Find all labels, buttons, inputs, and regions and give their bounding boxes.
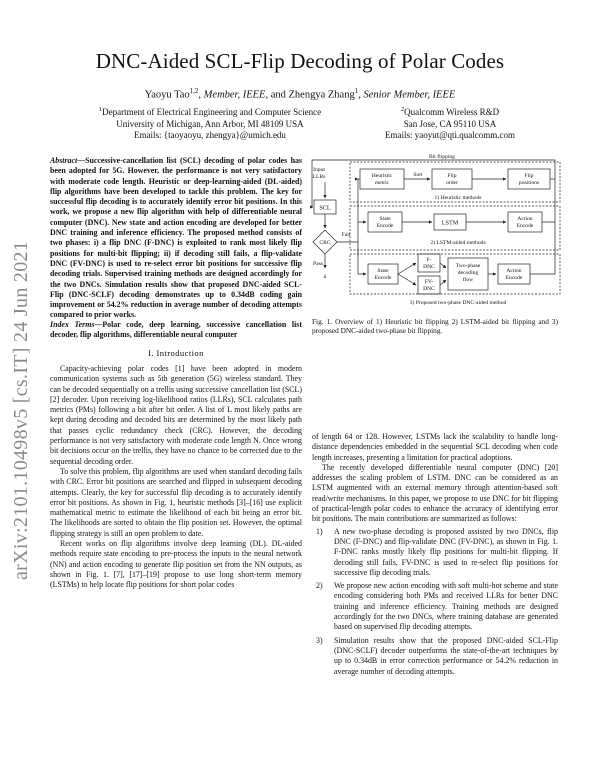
contribution-number: 1) <box>316 526 323 536</box>
contribution-item <box>312 581 558 632</box>
intro-paragraph-2: To solve this problem, flip algorithms are used when standard decoding fails with CRC. Error bit positions are searched and flipped in subsequent decoding attempts. Clearly, the key for successful flip decoding is to accurately identify error bit positions. As shown in Fig. 1, heuristic methods [3]–[16] use explicit mathematical metric to estimate the likelihood of each bit being an error bit. The likelihoods are sorted to obtain the flip position set. However, the optimal flipping strategy is still an open problem to date. <box>50 466 302 538</box>
contribution-text: We propose new action encoding with soft multi-hot scheme and state encoding considering both PMs and received LLRs for better DNC training and inference efficiency. Training methods are designed accordingly for the two DNCs, where training database are generated based on supervised flip decoding attempts. <box>334 581 558 632</box>
fig-fv-dnc-1: FV- <box>424 279 434 285</box>
fig-pass: Pass <box>313 261 323 267</box>
fig-action-1: Action <box>517 216 533 222</box>
fig-scl: SCL <box>319 204 331 212</box>
intro-paragraph-1: Capacity-achieving polar codes [1] have been adopted in modern communication systems such as 5th generation (5G) wireless standard. They can be decoded sequentially on a trellis using successive cancellation list (SCL) [2] decoder. Upon receiving log-likelihood ratios (LLRs), SCL calculates path metrics (PMs) following a bit after bit order. A list of L most likely paths are kept during decoding and decoded bits are determined by the most likely path that passes cyclic redundancy check (CRC). However, the decoding performance is not very satisfactory with moderate code length N. Once wrong bit decisions occur on the trellis, they have no chance to be corrected due to the sequential decoding order. <box>50 364 302 466</box>
fig-lstm-methods: 2) LSTM-aided methods <box>430 240 486 246</box>
fig-f-dnc-1: F- <box>426 257 432 263</box>
fig-state-dnc-2: Encode <box>374 275 392 281</box>
affiliation-right-line2: San Jose, CA 95110 USA <box>403 118 497 129</box>
affiliation-left <box>60 104 360 142</box>
fig-f-dnc-2: DNC <box>423 264 435 270</box>
paper-title: DNC-Aided SCL-Flip Decoding of Polar Codes <box>95 49 505 73</box>
fig-lstm: LSTM <box>441 219 459 227</box>
fig-bit-flipping: Bit flipping <box>429 154 455 160</box>
fig-llrs: LLRs <box>312 174 326 180</box>
index-terms <box>50 320 302 341</box>
arxiv-stamp <box>4 210 36 590</box>
state-encode-box-lstm <box>368 212 402 232</box>
state-encode-box-dnc <box>368 264 398 284</box>
action-encode-box-lstm <box>508 212 542 232</box>
fig-sort: Sort <box>413 172 423 178</box>
figure-1-diagram <box>308 152 562 312</box>
fig-two-phase-3: flow <box>462 277 474 283</box>
affiliation-left-line1 <box>60 104 360 119</box>
affiliation-right-sup: 2 <box>400 106 405 113</box>
fig-two-phase-1: Two-phase <box>455 263 481 269</box>
contributions-list <box>312 527 558 677</box>
abstract-label: Abstract <box>50 156 78 165</box>
affiliation-right <box>330 104 570 142</box>
abstract <box>50 156 302 321</box>
contribution-item <box>312 636 558 677</box>
affiliation-left-line2: University of Michigan, Ann Arbor, MI 48109 USA <box>116 118 304 129</box>
section-heading: I. Introduction <box>148 348 204 358</box>
author-1-name: Yaoyu Tao <box>144 89 190 101</box>
fig-two-phase-2: decoding <box>457 270 479 276</box>
fig-heuristic-1: Heuristic <box>371 173 393 179</box>
fig-fail: Fail <box>341 232 351 238</box>
fig-flip-positions-1: Flip <box>524 173 534 179</box>
fig-crc: CRC <box>319 240 331 246</box>
fig-input: Input <box>313 167 325 173</box>
right-paragraph-2: The recently developed differentiable neural computer (DNC) [20] addresses the scaling problem of LSTM. DNC can be considered as an LSTM augmented with an external memory through attention-based soft read/write mechanisms. In this paper, we propose to use DNC for bit flipping of practical-length polar codes to enhance the accuracy of identifying error bit positions. The main contributions are summarized as follows: <box>312 462 558 524</box>
affiliation-right-line1 <box>330 104 570 119</box>
fig-action-2: Encode <box>516 223 534 229</box>
fig-action-dnc-1: Action <box>506 268 522 274</box>
fig-heuristic-2: metric <box>374 180 390 186</box>
abstract-text: —Successive-cancellation list (SCL) decoding of polar codes has been adopted for 5G. However, the performance is not very satisfactory with moderate code length. Heuristic or deep-learning-aided (DL-aided) flip algorithms have been developed to tackle this problem. The key for successful flip decoding is to accurately identify error bit positions. In this work, we propose a new flip algorithm with help of differentiable neural computer (DNC). New state and action encoding are developed for better DNC training and inference efficiency. The proposed method consists of two phases: i) a flip DNC (F-DNC) is exploited to rank most likely flip positions for multi-bit flipping; ii) if decoding still fails, a flip-validate DNC (FV-DNC) is used to re-select error bit positions for successive flip decoding trials. Supervised training methods are designed accordingly for the two DNCs. Simulation results show that proposed DNC-aided SCL-Flip (DNC-SCLF) decoding demonstrates up to 0.34dB coding gain improvement or 54.2% reduction in average number of decoding attempts compared to prior works. <box>50 156 302 320</box>
author-line <box>0 87 600 101</box>
right-paragraph-1: of length 64 or 128. However, LSTMs lack the scalability to handle long-distance dependencies embedded in the sequential SCL decoding when code length increases, presenting a limitation for practical adoptions. <box>312 432 558 462</box>
fig-flip-positions-2: positions <box>518 180 540 186</box>
right-column-body <box>312 432 558 680</box>
affiliation-right-emails: Emails: yaoyut@qti.qualcomm.com <box>384 130 516 141</box>
fig-flip-order-1: Flip <box>447 173 457 179</box>
fig-state-1: State <box>379 216 391 222</box>
heuristic-metric-box <box>360 169 404 189</box>
dnc-group <box>350 254 560 294</box>
contribution-number: 3) <box>316 635 323 645</box>
affiliation-left-emails: Emails: {taoyaoyu, zhengya}@umich.edu <box>134 130 286 141</box>
fig-action-dnc-2: Encode <box>505 275 523 281</box>
intro-paragraph-3: Recent works on flip algorithms involve deep learning (DL). DL-aided methods require state encoding to pre-process the inputs to the neural network (NN) and action encoding to generate flip position set from the NN outputs, as shown in Fig. 1. [7], [17]–[19] propose to use long short-term memory (LSTMs) to help locate flip positions for short polar codes <box>50 539 302 590</box>
author-and: and <box>268 89 289 101</box>
author-1-affiliation: 1,2 <box>189 87 199 95</box>
author-2-role: , Senior Member, IEEE <box>358 89 456 101</box>
fig-fv-dnc-2: DNC <box>423 286 435 292</box>
affiliation-left-sup: 1 <box>98 106 103 113</box>
flip-positions-box <box>508 169 550 189</box>
flip-order-box <box>432 169 472 189</box>
arxiv-stamp-text: arXiv:2101.10498v5 [cs.IT] 24 Jun 2021 <box>10 240 32 580</box>
affiliation-left-dept: Department of Electrical Engineering and Computer Science <box>102 107 322 117</box>
fig-u-hat: û <box>323 274 327 280</box>
contribution-text: A new two-phase decoding is proposed assisted by two DNCs, flip DNC (F-DNC) and flip-validate DNC (FV-DNC), as shown in Fig. 1. F-DNC ranks mostly likely flip positions for multi-bit flipping. If decoding still fails, FV-DNC is used to re-select flip positions for successive flip decoding trials. <box>334 526 558 577</box>
author-2-affiliation: 1 <box>354 87 359 95</box>
fig-flip-order-2: order <box>446 180 458 186</box>
contribution-number: 2) <box>316 581 323 591</box>
intro-body <box>50 364 302 591</box>
affiliation-right-org: Qualcomm Wireless R&D <box>404 107 500 117</box>
action-encode-box-dnc <box>498 264 530 284</box>
author-2-name: Zhengya Zhang <box>288 89 355 101</box>
fig-state-dnc-1: State <box>377 268 389 274</box>
figure-1-caption: Fig. 1. Overview of 1) Heuristic bit flipping 2) LSTM-aided bit flipping and 3) proposed DNC-aided two-phase bit flipping. <box>312 317 558 336</box>
fig-heuristic-methods: 1) Heuristic methods <box>434 195 482 201</box>
contribution-text: Simulation results show that the proposed DNC-aided SCL-Flip (DNC-SCLF) decoder outperforms the state-of-the-art techniques by up to 0.34dB in error correction performance or 54.2% reduction in average number of decoding attempts. <box>334 635 558 676</box>
index-terms-text: —Polar code, deep learning, successive cancellation list decoder, flip algorithms, differentiable neural computer <box>50 320 302 340</box>
author-1-role: , Member, IEEE, <box>198 89 269 101</box>
fig-state-2: Encode <box>376 223 394 229</box>
contribution-item <box>312 527 558 578</box>
fig-dnc-method: 3) Proposed two-phase DNC-aided method <box>409 300 507 306</box>
index-terms-label: Index Terms <box>50 320 95 329</box>
